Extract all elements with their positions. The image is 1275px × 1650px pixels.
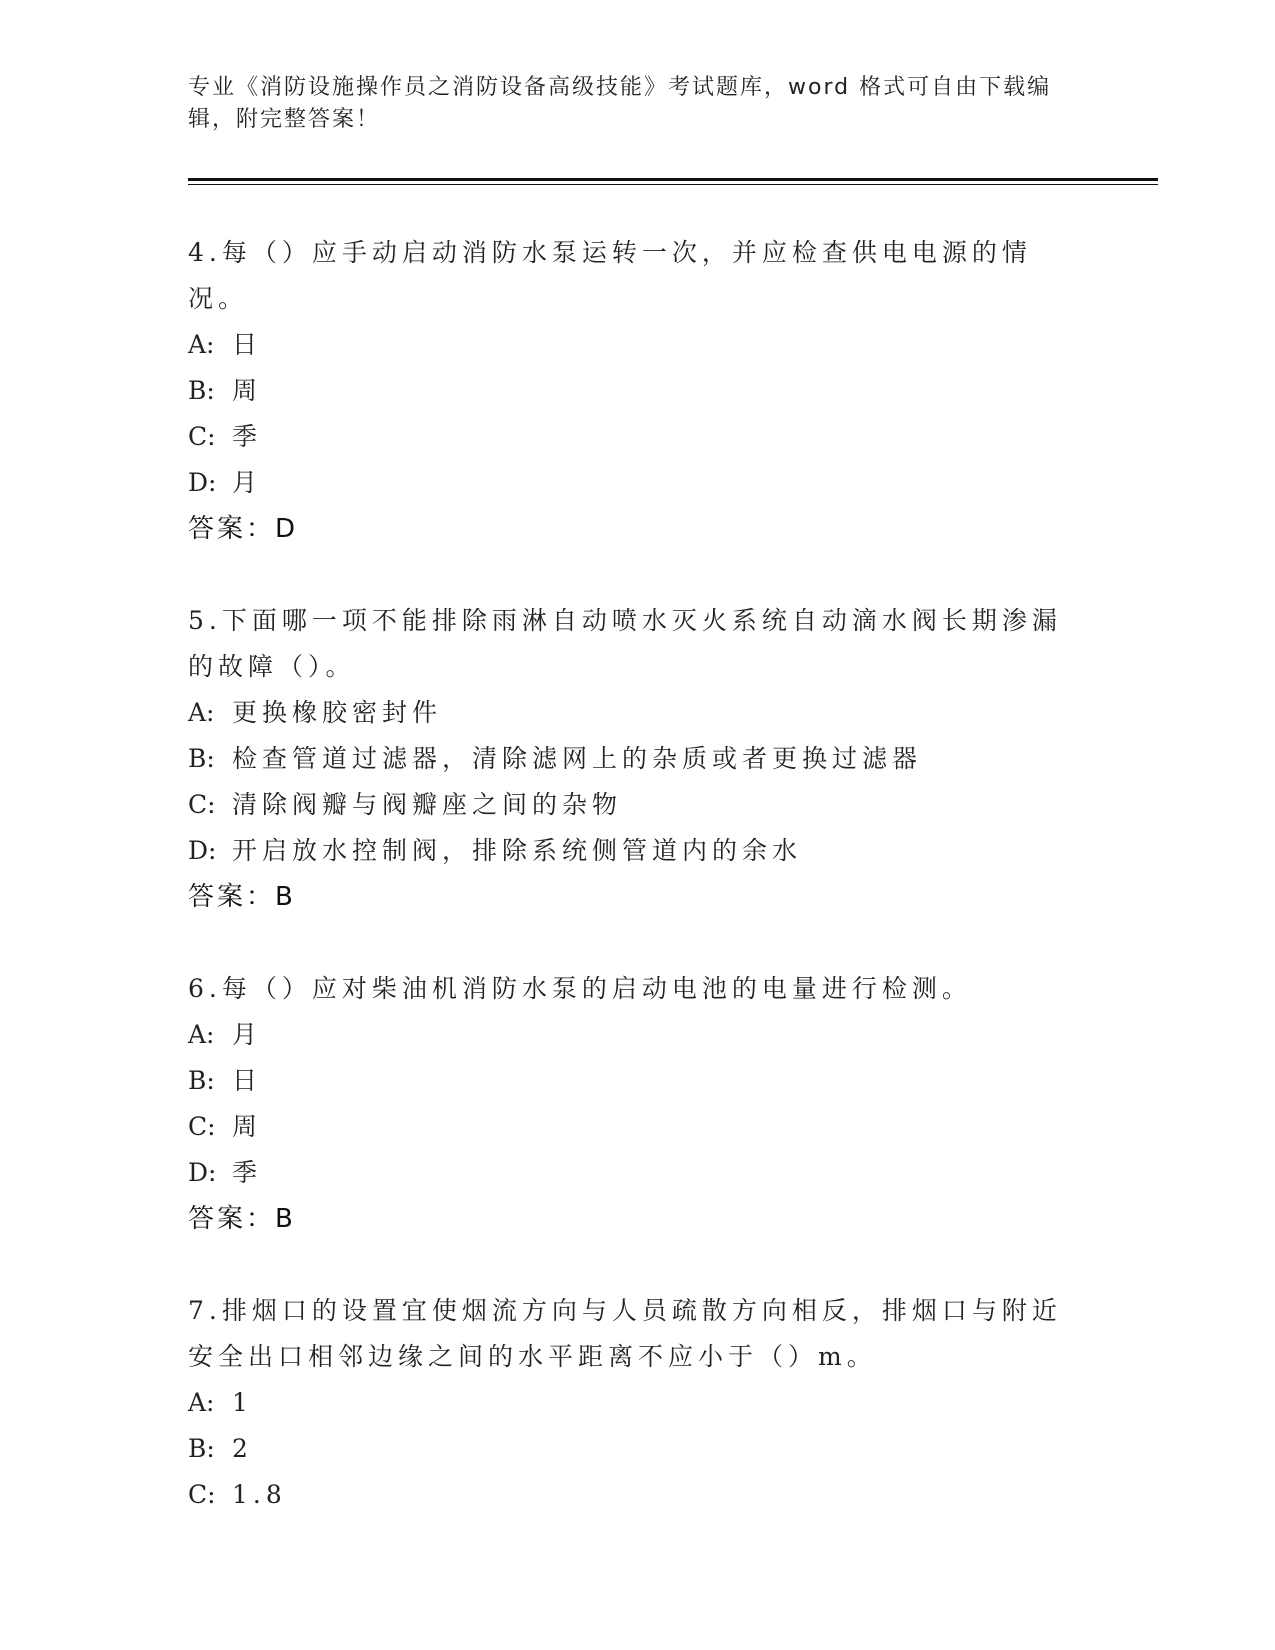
header-divider-thick xyxy=(188,178,1158,181)
question-stem: 7.排烟口的设置宜使烟流方向与人员疏散方向相反，排烟口与附近安全出口相邻边缘之间的水平距离不应小于（）m。 xyxy=(188,1296,1062,1371)
option-text: 检查管道过滤器，清除滤网上的杂质或者更换过滤器 xyxy=(232,744,923,773)
option-label: D: xyxy=(188,836,217,865)
option-c xyxy=(188,414,1088,460)
option-d xyxy=(188,828,1088,874)
option-label: B: xyxy=(188,1066,215,1095)
question-4 xyxy=(188,230,1088,552)
question-list xyxy=(188,230,1088,1564)
header-divider-thin xyxy=(188,184,1158,185)
option-a xyxy=(188,322,1088,368)
option-text: 1 xyxy=(232,1388,253,1417)
option-text: 季 xyxy=(232,1158,263,1187)
option-b xyxy=(188,1426,1088,1472)
option-b xyxy=(188,736,1088,782)
question-stem: 5.下面哪一项不能排除雨淋自动喷水灭火系统自动滴水阀长期渗漏的故障（）。 xyxy=(188,606,1062,681)
option-label: B: xyxy=(188,744,215,773)
option-text: 2 xyxy=(232,1434,253,1463)
option-text: 月 xyxy=(232,468,263,497)
option-text: 更换橡胶密封件 xyxy=(232,698,443,727)
option-c xyxy=(188,782,1088,828)
option-a xyxy=(188,1380,1088,1426)
option-a xyxy=(188,690,1088,736)
option-label: C: xyxy=(188,422,216,451)
option-d xyxy=(188,460,1088,506)
answer-line: 答案：B xyxy=(188,1204,296,1234)
option-label: D: xyxy=(188,468,217,497)
option-label: A: xyxy=(188,330,215,359)
option-text: 周 xyxy=(232,376,263,405)
option-text: 月 xyxy=(232,1020,263,1049)
answer-line: 答案：D xyxy=(188,514,299,544)
option-label: A: xyxy=(188,698,215,727)
option-text: 季 xyxy=(232,422,263,451)
option-label: C: xyxy=(188,790,216,819)
option-text: 清除阀瓣与阀瓣座之间的杂物 xyxy=(232,790,623,819)
option-text: 开启放水控制阀，排除系统侧管道内的余水 xyxy=(232,836,803,865)
option-text: 周 xyxy=(232,1112,263,1141)
option-text: 日 xyxy=(232,1066,263,1095)
option-label: A: xyxy=(188,1020,215,1049)
answer-line: 答案：B xyxy=(188,882,296,912)
question-5 xyxy=(188,598,1088,920)
option-label: A: xyxy=(188,1388,215,1417)
question-7 xyxy=(188,1288,1088,1518)
option-b xyxy=(188,368,1088,414)
option-text: 日 xyxy=(232,330,263,359)
option-a xyxy=(188,1012,1088,1058)
option-label: B: xyxy=(188,376,215,405)
question-stem: 4.每（）应手动启动消防水泵运转一次，并应检查供电电源的情况。 xyxy=(188,238,1032,313)
option-b xyxy=(188,1058,1088,1104)
option-label: C: xyxy=(188,1480,216,1509)
document-header: 专业《消防设施操作员之消防设备高级技能》考试题库，word 格式可自由下载编辑，附完整答案！ xyxy=(188,75,1052,132)
question-6 xyxy=(188,966,1088,1242)
option-d xyxy=(188,1150,1088,1196)
option-label: D: xyxy=(188,1158,217,1187)
option-text: 1.8 xyxy=(232,1480,287,1509)
option-label: B: xyxy=(188,1434,215,1463)
option-c xyxy=(188,1104,1088,1150)
option-label: C: xyxy=(188,1112,216,1141)
option-c xyxy=(188,1472,1088,1518)
question-stem: 6.每（）应对柴油机消防水泵的启动电池的电量进行检测。 xyxy=(188,974,972,1003)
